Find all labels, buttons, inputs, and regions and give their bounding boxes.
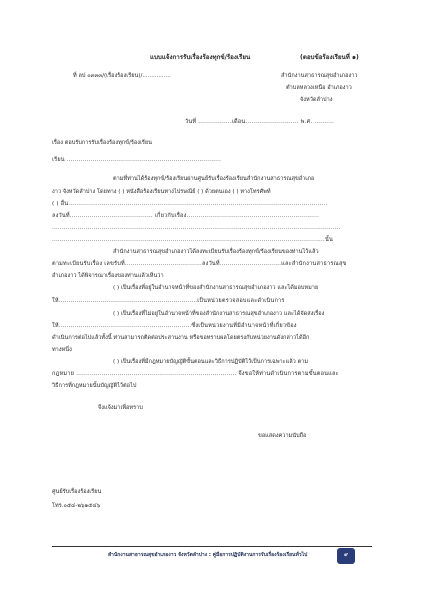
page-number: ๙	[344, 552, 348, 558]
body-line-3: ( ) อื่น...................................................................................................................................	[52, 201, 328, 207]
option-2-agency-line: ให้...................................................................ซึ่งเป็นหน่วยงานที่มีอำนาจหน้าที่เกี่ยวข้อง	[52, 323, 297, 329]
subject-line: เรื่อง ตอบรับการรับเรื่องร้องทุกข์/ร้องเรียน	[52, 140, 152, 146]
body-line-4: ลงวันที่.......................................... เกี่ยวกับเรื่อง...................................................................	[52, 213, 320, 219]
footer-divider	[52, 546, 372, 547]
salutation-line: เรียน ..............................................................................	[52, 157, 222, 163]
option-2-checkbox-text: ( ) เป็นเรื่องที่ไม่อยู่ในอำนาจหน้าที่ของสำนักงานสาธารณสุขอำเภองาว และได้จัดส่งเรื่อง	[113, 311, 325, 317]
body-line-8: ตามทะเบียนรับเรื่อง เลขรับที่.......................................ลงวันที่...............................และสำนักงานสาธารณสุข	[52, 261, 347, 267]
contact-center: ศูนย์รับเรื่องร้องเรียน	[52, 489, 102, 495]
date-line: วันที่ .................เดือน........................... พ.ศ. ..........	[185, 119, 335, 125]
option-1-assignee-line: ให้......................................................................เป็นหน่วยตรวจสอบและดำเนินการ	[52, 298, 285, 304]
body-line-1: ตามที่ท่านได้ร้องทุกข์/ร้องเรียนผ่านศูนย์รับเรื่องร้องเรียนสำนักงานสาธารณสุขอำเภอ	[113, 176, 315, 182]
option-2-line-4: ทางหนึ่ง	[52, 347, 72, 353]
closing-text: จึงแจ้งมาเพื่อทราบ	[98, 405, 143, 411]
footer-text: สำนักงานสาธารณสุขอำเภองาว จังหวัดลำปาง : คู่มือการปฏิบัติงานการรับเรื่องร้องเรียนทั่วไป	[108, 552, 308, 558]
option-2-line-3: ดำเนินการต่อไปแล้วทั้งนี้ ท่านสามารถติดต่อประสานงาน หรือขอทราบผลโดยตรงกับหน่วยงานดังกล่าวได้อีก	[52, 335, 310, 341]
option-3-law-line: กฎหมาย ................................................................................. จึงขอให้ท่านดำเนินการตามขั้นตอนและ	[52, 371, 339, 377]
option-3-checkbox-text: ( ) เป็นเรื่องที่มีกฎหมายบัญญัติขั้นตอนและวิธีการปฏิบัติไว้เป็นการเฉพาะแล้ว ตาม	[113, 359, 309, 365]
option-1-checkbox-text: ( ) เป็นเรื่องที่อยู่ในอำนาจหน้าที่ของสำนักงานสาธารณสุขอำเภองาว และได้มอบหมาย	[113, 285, 319, 291]
org-province: จังหวัดลำปาง	[300, 97, 333, 103]
body-line-2: งาว จังหวัดลำปาง โดยทาง ( ) หนังสือร้องเรียนทางไปรษณีย์ ( ) ด้วยตนเอง ( ) ทางโทรศัพท์	[52, 189, 271, 195]
form-label: (ตอบข้อร้องเรียนที่ ๑)	[300, 54, 359, 61]
org-name: สำนักงานสาธารณสุขอำเภองาว	[281, 73, 358, 79]
body-line-6: ..........................................................................................................................................นั้น	[52, 237, 334, 243]
option-3-line-3: วิธีการที่กฎหมายนั้นบัญญัติไว้ต่อไป	[52, 383, 137, 389]
contact-phone: โทร.๐๕๔-๒๖๑๕๔๖	[52, 503, 101, 509]
regards-text: ขอแสดงความนับถือ	[258, 433, 307, 439]
body-line-5: ..................................................................................................................................................	[52, 225, 341, 231]
org-subdistrict: ตำบลหลวงเหนือ อำเภองาว	[286, 85, 352, 91]
reference-number: ที่ ลป ๐๓๓๓/(เรื่องร้องเรียน)/................	[73, 73, 171, 79]
form-title: แบบแจ้งการรับเรื่องร้องทุกข์/ร้องเรียน	[150, 54, 251, 61]
body-line-9: อำเภองาว ได้พิจารณาเรื่องของท่านแล้วเห็นว่า	[52, 273, 164, 279]
body-line-7: สำนักงานสาธารณสุขอำเภองาวได้ลงทะเบียนรับเรื่องร้องทุกข์/ร้องเรียนของท่านไว้แล้ว	[113, 249, 319, 255]
